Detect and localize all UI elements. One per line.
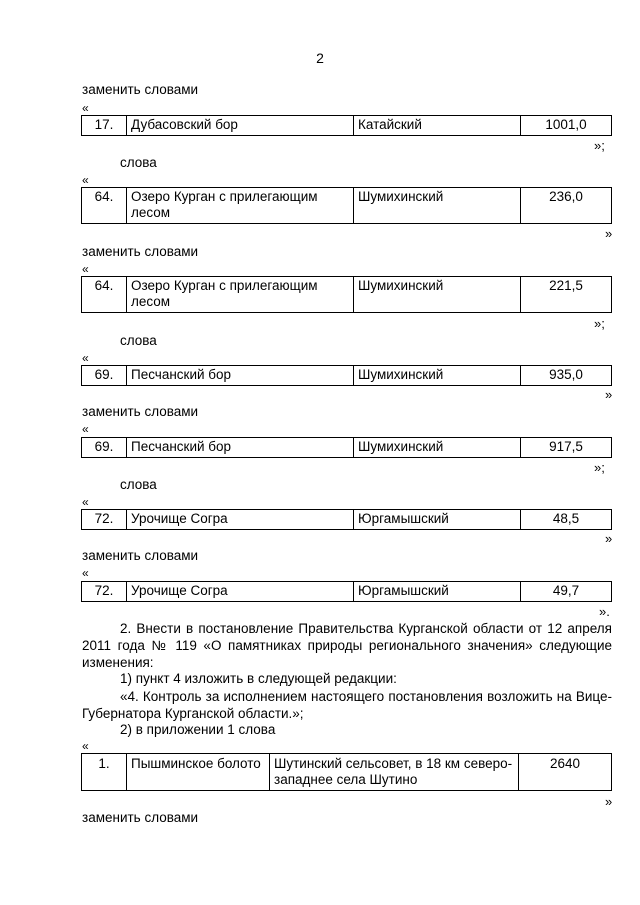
quote-open: « bbox=[82, 351, 89, 365]
table-row bbox=[81, 509, 612, 530]
paragraph-2: 2. Внести в постановление Правительства Курганской области от 12 апреля 2011 года № 119 «О памятниках природы регионального значения» следующие изменения: bbox=[82, 621, 612, 670]
row-area: 1001,0 bbox=[521, 116, 612, 136]
row-area: 917,5 bbox=[521, 438, 612, 458]
row-number: 69. bbox=[82, 366, 127, 386]
words-label: слова bbox=[120, 477, 157, 492]
replace-label: заменить словами bbox=[82, 404, 199, 419]
page-number: 2 bbox=[316, 50, 324, 66]
row-area: 935,0 bbox=[521, 366, 612, 386]
quote-open: « bbox=[82, 495, 89, 509]
replace-label: заменить словами bbox=[82, 548, 199, 563]
table-row bbox=[81, 437, 612, 458]
quote-close: » bbox=[605, 226, 613, 241]
quote-close: » bbox=[605, 531, 613, 546]
row-name: Пышминское болото bbox=[127, 754, 270, 791]
row-number: 64. bbox=[82, 277, 127, 313]
row-name: Озеро Курган с прилегающим лесом bbox=[127, 188, 354, 224]
words-label: слова bbox=[120, 155, 157, 170]
item-1: 1) пункт 4 изложить в следующей редакции: bbox=[120, 671, 397, 686]
row-number: 72. bbox=[82, 582, 127, 602]
row-name: Песчанский бор bbox=[127, 366, 354, 386]
item-1-quote: «4. Контроль за исполнением настоящего постановления возложить на Вице-Губернатора Курганской области.»; bbox=[82, 689, 612, 721]
quote-open: « bbox=[82, 101, 89, 115]
replace-label: заменить словами bbox=[82, 810, 199, 825]
table-row bbox=[81, 581, 612, 602]
row-number: 72. bbox=[82, 510, 127, 530]
row-number: 69. bbox=[82, 438, 127, 458]
replace-label: заменить словами bbox=[82, 82, 199, 97]
row-area: 48,5 bbox=[521, 510, 612, 530]
row-name: Дубасовский бор bbox=[127, 116, 354, 136]
quote-close: »; bbox=[594, 316, 605, 331]
row-district: Шумихинский bbox=[354, 438, 521, 458]
row-name: Песчанский бор bbox=[127, 438, 354, 458]
row-number: 17. bbox=[82, 116, 127, 136]
table-row bbox=[81, 187, 612, 224]
row-area: 221,5 bbox=[521, 277, 612, 313]
quote-close: » bbox=[605, 794, 613, 809]
table-row bbox=[81, 753, 612, 791]
row-area: 2640 bbox=[519, 754, 612, 791]
row-district: Юргамышский bbox=[354, 582, 521, 602]
table-row bbox=[81, 115, 612, 136]
quote-open: « bbox=[82, 262, 89, 276]
quote-close: »; bbox=[594, 460, 605, 475]
quote-open: « bbox=[82, 173, 89, 187]
row-area: 236,0 bbox=[521, 188, 612, 224]
words-label: слова bbox=[120, 333, 157, 348]
row-district: Юргамышский bbox=[354, 510, 521, 530]
replace-label: заменить словами bbox=[82, 244, 199, 259]
table-row bbox=[81, 365, 612, 386]
table-row bbox=[81, 276, 612, 313]
item-2: 2) в приложении 1 слова bbox=[120, 722, 276, 737]
row-district: Шумихинский bbox=[354, 366, 521, 386]
quote-close: »; bbox=[594, 138, 605, 153]
row-name: Озеро Курган с прилегающим лесом bbox=[127, 277, 354, 313]
row-name: Урочище Согра bbox=[127, 510, 354, 530]
quote-open: « bbox=[82, 566, 89, 580]
row-number: 1. bbox=[82, 754, 127, 791]
quote-close: » bbox=[605, 387, 613, 402]
quote-open: « bbox=[82, 739, 89, 753]
row-name: Урочище Согра bbox=[127, 582, 354, 602]
row-location: Шутинский сельсовет, в 18 км северо-западнее села Шутино bbox=[270, 754, 519, 791]
row-district: Шумихинский bbox=[354, 188, 521, 224]
row-district: Шумихинский bbox=[354, 277, 521, 313]
quote-close: ». bbox=[599, 604, 610, 619]
row-number: 64. bbox=[82, 188, 127, 224]
row-district: Катайский bbox=[354, 116, 521, 136]
quote-open: « bbox=[82, 422, 89, 436]
row-area: 49,7 bbox=[521, 582, 612, 602]
